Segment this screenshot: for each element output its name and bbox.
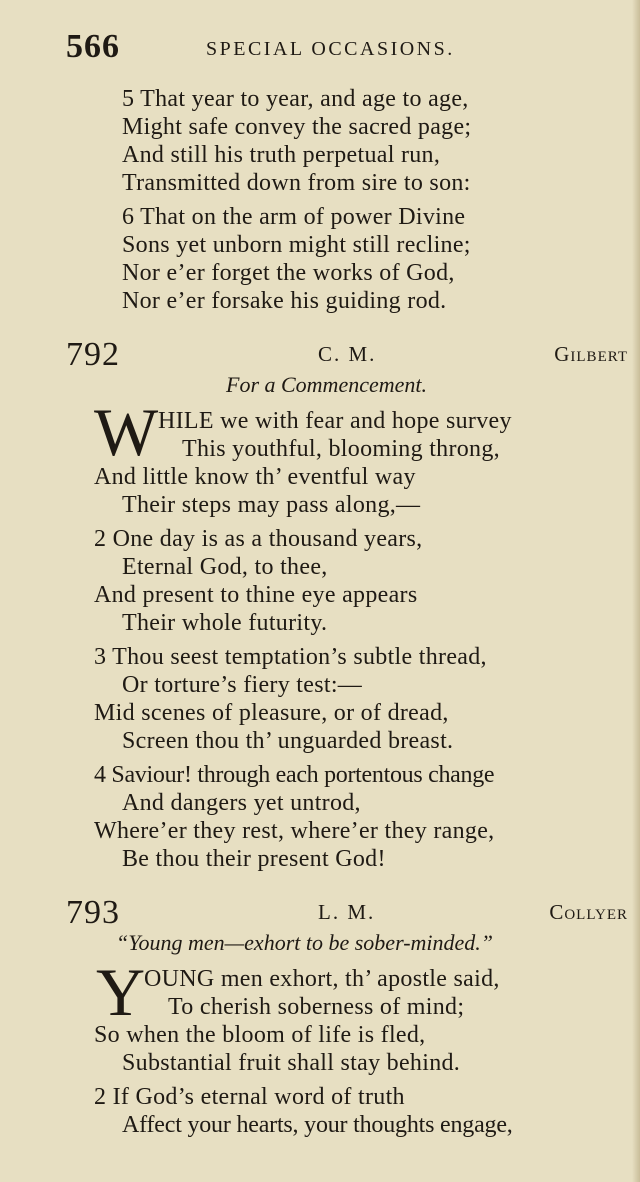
tune-name: Collyer <box>549 900 628 924</box>
hymn-number: 792 <box>66 336 120 373</box>
page-header <box>66 28 626 68</box>
hymn-meter: C. M. <box>318 342 377 366</box>
verse-line: 6 That on the arm of power Divine <box>122 204 466 230</box>
verse-line: Transmitted down from sire to son: <box>122 170 471 196</box>
tune-name: Gilbert <box>554 342 628 366</box>
verse-line: And still his truth perpetual run, <box>122 142 441 168</box>
verse-line: OUNG men exhort, th’ apostle said, <box>144 966 500 992</box>
verse-line: Affect your hearts, your thoughts engage, <box>122 1112 513 1138</box>
hymn-number: 793 <box>66 894 120 931</box>
verse-line: Their whole futurity. <box>122 610 328 636</box>
running-head: SPECIAL OCCASIONS. <box>206 38 455 60</box>
page-number: 566 <box>66 28 120 65</box>
verse-line: To cherish soberness of mind; <box>168 994 465 1020</box>
drop-cap: Y <box>96 954 146 1030</box>
verse-line: This youthful, blooming throng, <box>182 436 500 462</box>
verse-line: Their steps may pass along,— <box>122 492 421 518</box>
verse-line: Or torture’s fiery test:— <box>122 672 363 698</box>
page-edge <box>632 0 640 1182</box>
hymn-793-header <box>66 894 628 934</box>
verse-line: Be thou their present God! <box>122 846 386 872</box>
verse-line: Substantial fruit shall stay behind. <box>122 1050 461 1076</box>
verse-line: 5 That year to year, and age to age, <box>122 86 469 112</box>
verse-line: Where’er they rest, where’er they range, <box>94 818 495 844</box>
hymn-subtitle: For a Commencement. <box>226 372 428 397</box>
verse-line: Sons yet unborn might still recline; <box>122 232 471 258</box>
drop-cap: W <box>94 394 159 470</box>
hymn-meter: L. M. <box>318 900 376 924</box>
verse-line: Mid scenes of pleasure, or of dread, <box>94 700 449 726</box>
hymn-792-header <box>66 336 628 376</box>
verse-line: 4 Saviour! through each portentous change <box>94 762 495 788</box>
verse-line: And dangers yet untrod, <box>122 790 361 816</box>
verse-line: Nor e’er forget the works of God, <box>122 260 455 286</box>
verse-line: So when the bloom of life is fled, <box>94 1022 426 1048</box>
verse-line: Eternal God, to thee, <box>122 554 328 580</box>
hymn-subtitle: “Young men—exhort to be sober-minded.” <box>116 930 494 955</box>
verse-line: Nor e’er forsake his guiding rod. <box>122 288 447 314</box>
verse-line: 2 If God’s eternal word of truth <box>94 1084 405 1110</box>
verse-line: 3 Thou seest temptation’s subtle thread, <box>94 644 487 670</box>
verse-line: Screen thou th’ unguarded breast. <box>122 728 454 754</box>
verse-line: Might safe convey the sacred page; <box>122 114 472 140</box>
verse-line: And present to thine eye appears <box>94 582 418 608</box>
verse-line: HILE we with fear and hope survey <box>158 408 512 434</box>
verse-line: 2 One day is as a thousand years, <box>94 526 423 552</box>
verse-line: And little know th’ eventful way <box>94 464 416 490</box>
